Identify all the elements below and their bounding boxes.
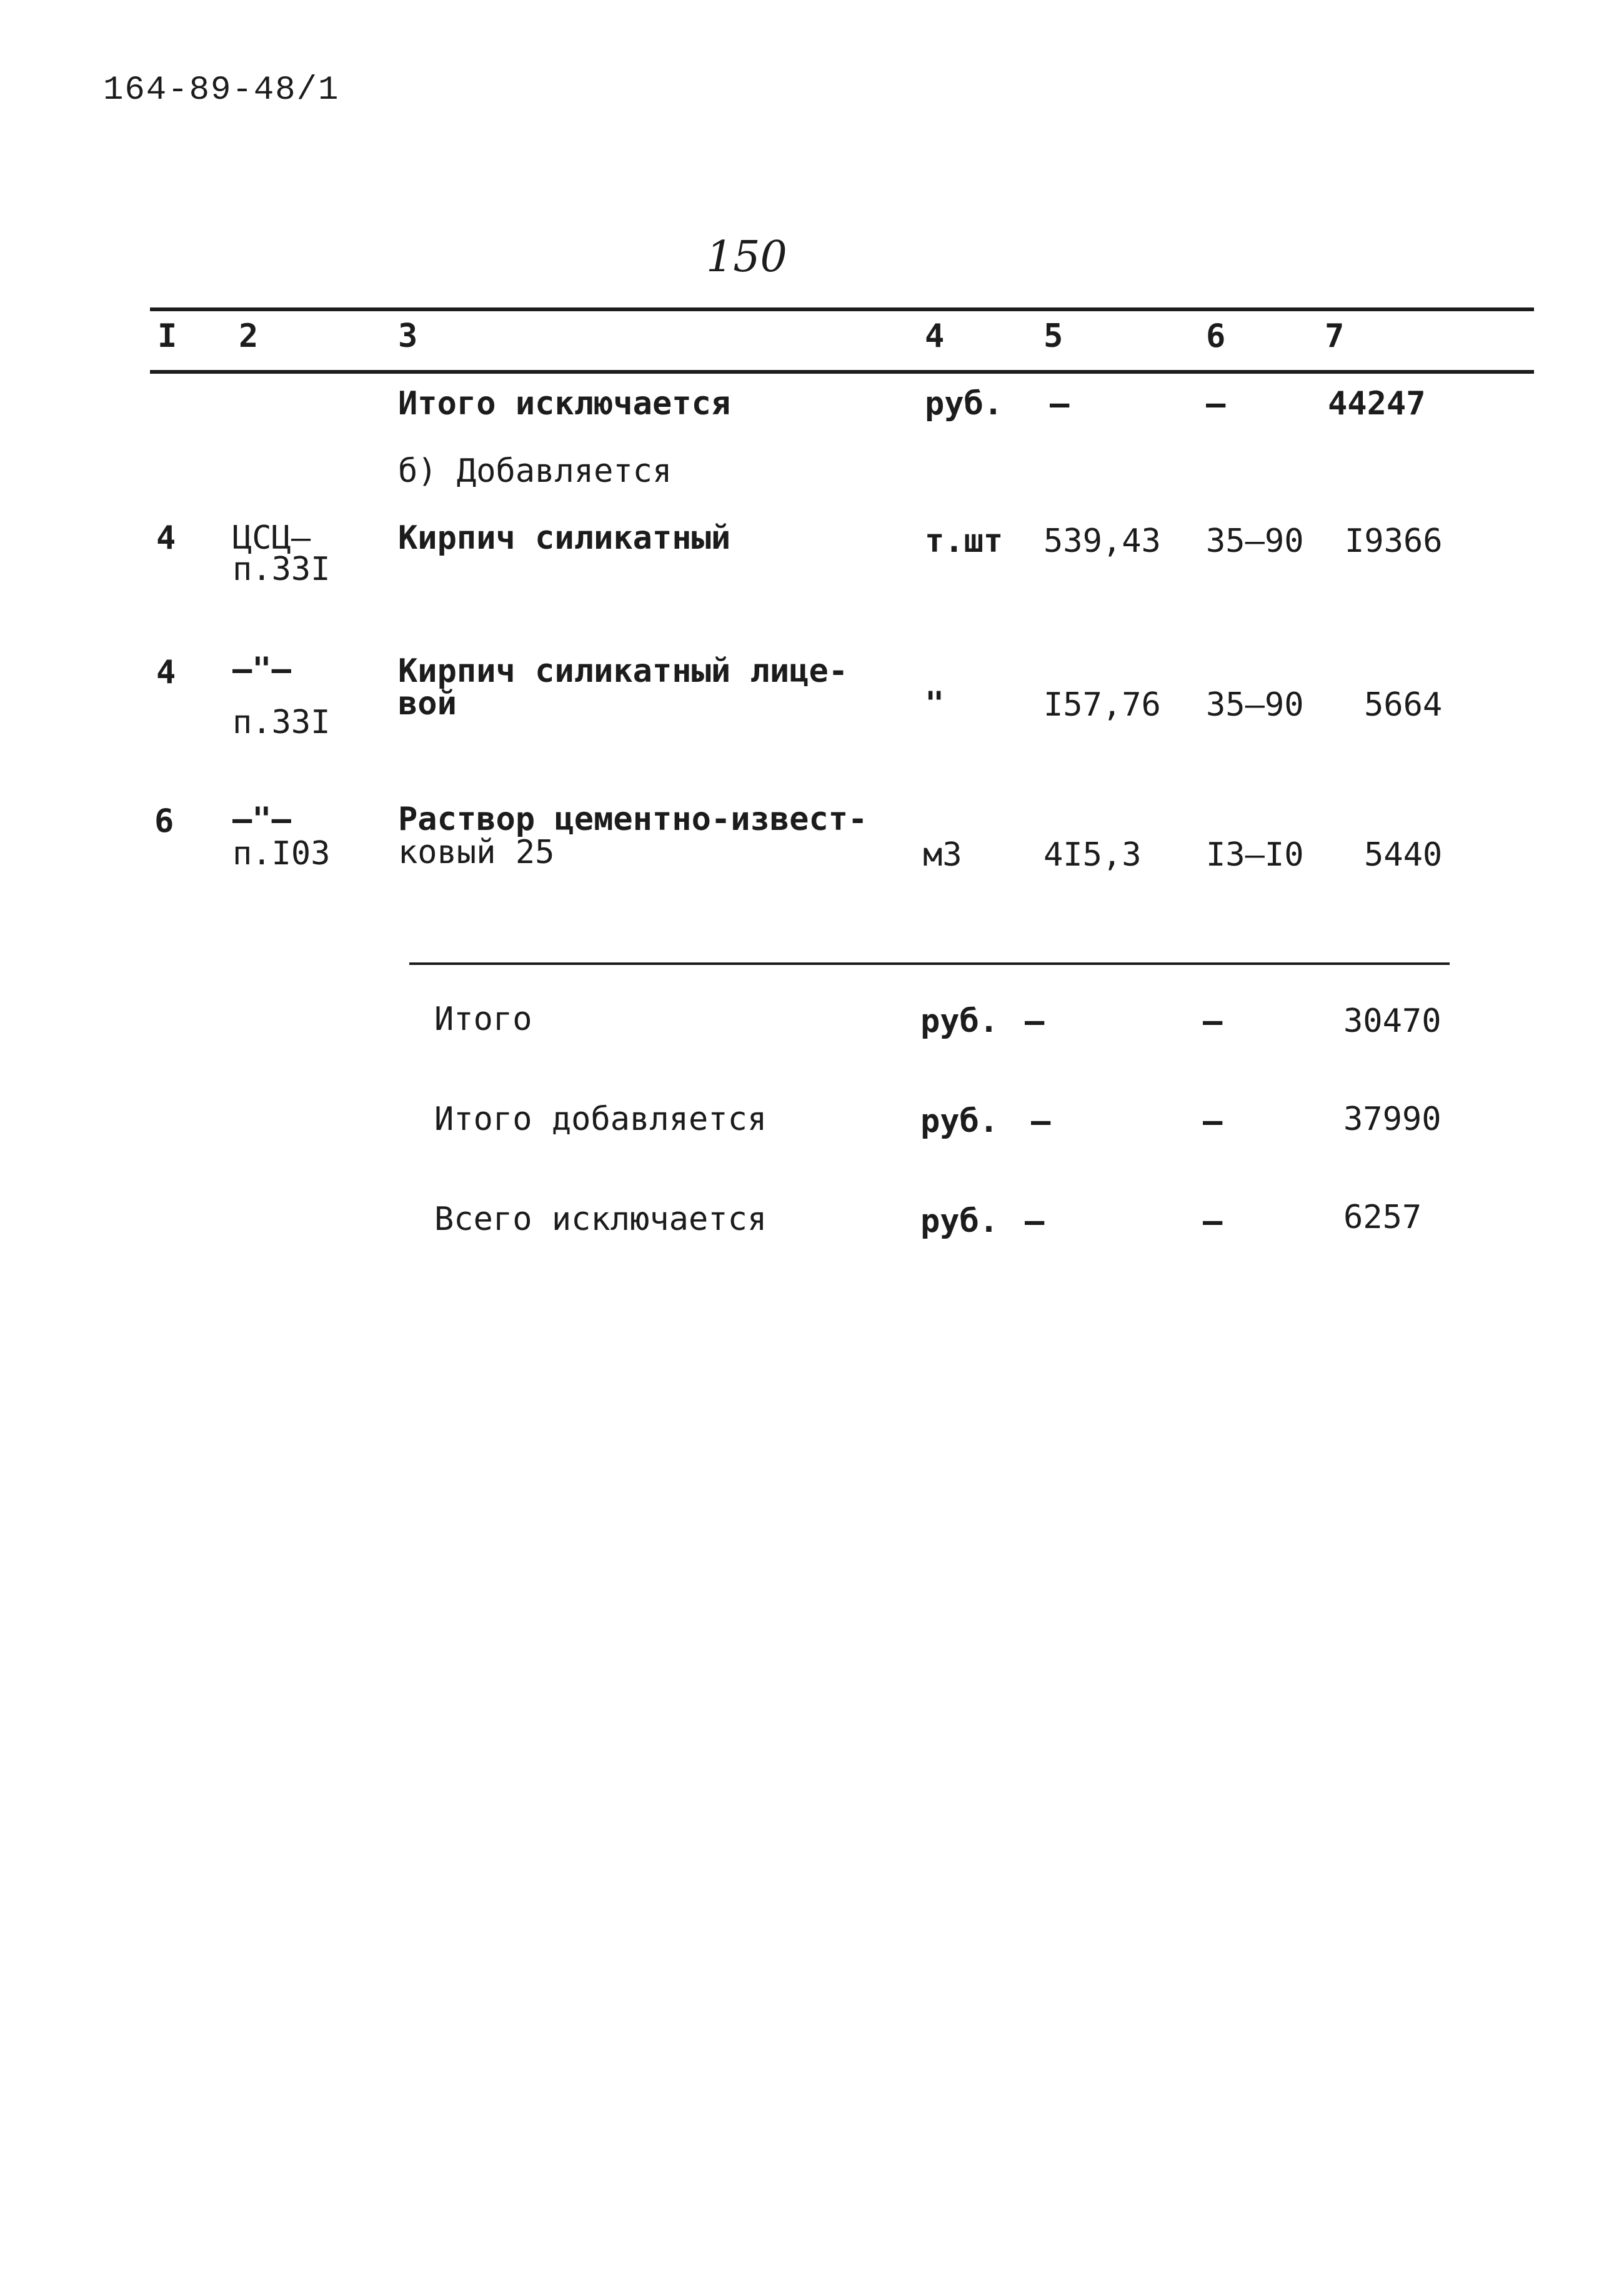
column-header-6: 6 xyxy=(1206,317,1226,355)
row-price: 35–90 xyxy=(1206,686,1304,724)
row-description-line2: вой xyxy=(398,685,457,722)
totals-quantity: – xyxy=(1025,1202,1045,1240)
row-description-line2: ковый 25 xyxy=(398,834,555,871)
totals-unit: руб. xyxy=(920,1102,999,1140)
totals-quantity: – xyxy=(1031,1102,1051,1140)
totals-price: – xyxy=(1203,1102,1223,1140)
totals-price: – xyxy=(1203,1002,1223,1040)
row-quantity: 4I5,3 xyxy=(1044,836,1142,874)
column-header-4: 4 xyxy=(925,317,945,355)
row-number: 4 xyxy=(156,519,176,557)
totals-label: Итого добавляется xyxy=(434,1101,767,1138)
row-code-line1: –"– xyxy=(232,651,291,688)
row-code-line2: п.33I xyxy=(232,704,331,741)
totals-value: 30470 xyxy=(1343,1002,1442,1040)
row-code-line1: ЦСЦ– xyxy=(232,519,311,557)
row-number: 6 xyxy=(154,802,174,840)
totals-rule xyxy=(409,962,1450,965)
totals-unit: руб. xyxy=(920,1002,999,1040)
row-price: – xyxy=(1206,385,1226,422)
row-unit: руб. xyxy=(925,385,1004,422)
row-unit: т.шт xyxy=(925,522,1004,560)
row-description: Кирпич силикатный xyxy=(398,519,731,557)
totals-label: Итого xyxy=(434,1001,532,1038)
row-unit: м3 xyxy=(923,836,962,874)
row-code-line2: п.33I xyxy=(232,551,331,588)
totals-value: 37990 xyxy=(1343,1101,1442,1138)
page-number: 150 xyxy=(706,232,787,282)
totals-unit: руб. xyxy=(920,1202,999,1240)
column-header-2: 2 xyxy=(239,317,259,355)
row-price: 35–90 xyxy=(1206,522,1304,560)
row-unit: " xyxy=(925,685,945,722)
row-quantity: – xyxy=(1050,385,1070,422)
row-quantity: I57,76 xyxy=(1044,686,1161,724)
row-number: 4 xyxy=(156,654,176,691)
row-price: I3–I0 xyxy=(1206,836,1304,874)
column-header-3: 3 xyxy=(398,317,418,355)
row-code-line2: п.I03 xyxy=(232,835,331,872)
totals-quantity: – xyxy=(1025,1002,1045,1040)
document-code: 164-89-48/1 xyxy=(103,71,340,109)
row-description-line1: Раствор цементно-извест- xyxy=(398,801,868,838)
row-code-line1: –"– xyxy=(232,801,291,838)
row-total: 44247 xyxy=(1328,385,1426,422)
row-total: I9366 xyxy=(1345,522,1443,560)
row-total: 5440 xyxy=(1364,836,1443,874)
column-header-5: 5 xyxy=(1044,317,1064,355)
section-label: б) Добавляется xyxy=(398,452,672,490)
column-header-1: I xyxy=(157,317,177,355)
totals-label: Всего исключается xyxy=(434,1201,767,1238)
row-total: 5664 xyxy=(1364,686,1443,724)
row-quantity: 539,43 xyxy=(1044,522,1161,560)
table-top-rule xyxy=(150,307,1534,311)
table-header-rule xyxy=(150,370,1534,374)
totals-value: 6257 xyxy=(1343,1199,1422,1236)
row-description-line1: Кирпич силикатный лице- xyxy=(398,652,849,690)
row-description: Итого исключается xyxy=(398,385,731,422)
totals-price: – xyxy=(1203,1202,1223,1240)
column-header-7: 7 xyxy=(1325,317,1345,355)
